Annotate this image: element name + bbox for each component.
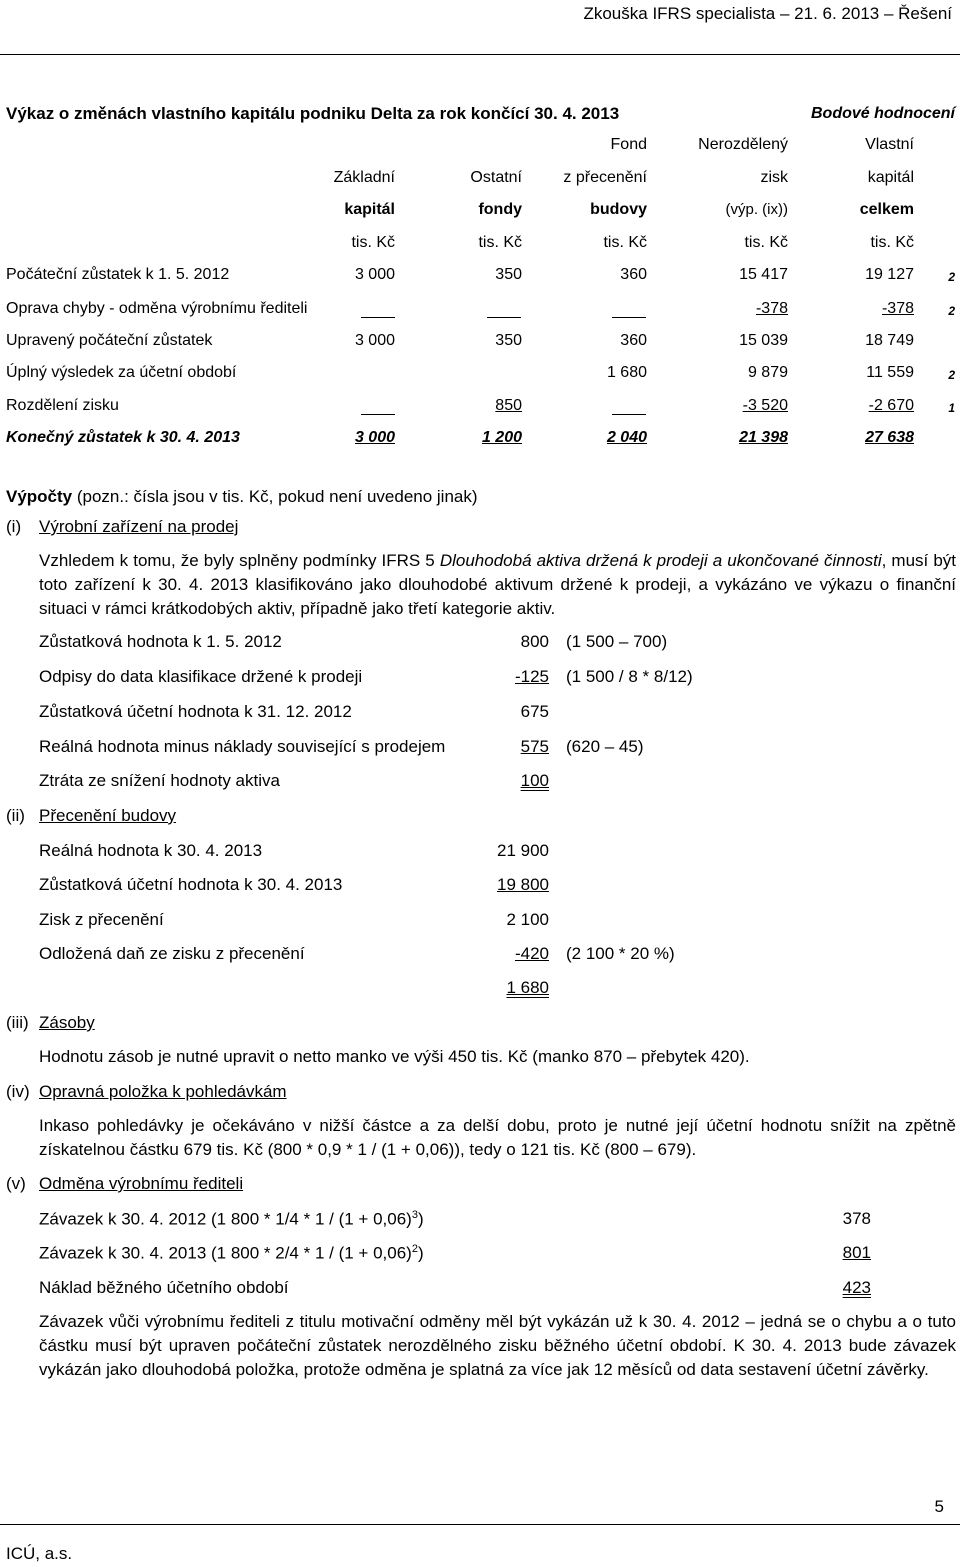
col5-header-3: tis. Kč bbox=[870, 234, 914, 251]
col5-header-0: Vlastní bbox=[865, 136, 914, 153]
cell-c1: 3 000 bbox=[354, 429, 395, 446]
points: 2 bbox=[948, 270, 955, 284]
cell-c1: 3 000 bbox=[354, 266, 395, 283]
blank-line bbox=[612, 317, 646, 318]
cell-c2: 1 200 bbox=[481, 429, 522, 446]
cell-c3: 360 bbox=[620, 266, 647, 283]
calc-label: Reálná hodnota minus náklady související s prodejem bbox=[39, 737, 446, 756]
calc-value: 100 bbox=[520, 771, 549, 790]
row-label: Konečný zůstatek k 30. 4. 2013 bbox=[6, 429, 240, 446]
calc-label: Odpisy do data klasifikace držené k prodeji bbox=[39, 667, 363, 686]
cell-c1: 3 000 bbox=[354, 332, 395, 349]
blank-line bbox=[361, 414, 395, 415]
col1-header-3: tis. Kč bbox=[351, 234, 395, 251]
col4-header-0: Nerozdělený bbox=[698, 136, 788, 153]
section-iv-paragraph: Inkaso pohledávky je očekáváno v nižší částce a za delší dobu, proto je nutné její účetní hodnotu snížit na zpětně získatelnou částku 679 tis. Kč (800 * 0,9 * 1 / (1 + 0,06)), tedy o 121 tis. Kč (800 – 679). bbox=[39, 1116, 956, 1159]
calc-value: 1 680 bbox=[506, 978, 549, 997]
calc-label: Ztráta ze snížení hodnoty aktiva bbox=[39, 771, 280, 790]
calc-note: (620 – 45) bbox=[566, 737, 644, 756]
calc-label: Odložená daň ze zisku z přecenění bbox=[39, 944, 305, 963]
cell-c3: 2 040 bbox=[606, 429, 647, 446]
cell-c5: -2 670 bbox=[868, 397, 914, 414]
cell-c3: 1 680 bbox=[606, 364, 647, 381]
footer-rule bbox=[0, 1524, 960, 1525]
cell-c5: 18 749 bbox=[865, 332, 914, 349]
calc-note: (2 100 * 20 %) bbox=[566, 944, 675, 963]
para-text: Vzhledem k tomu, že byly splněny podmínky IFRS 5 bbox=[39, 551, 440, 570]
cell-c5: 19 127 bbox=[865, 266, 914, 283]
blank-line bbox=[612, 414, 646, 415]
section-i-title: Výrobní zařízení na prodej bbox=[39, 517, 239, 536]
section-i-num: (i) bbox=[6, 517, 22, 536]
col3-header-3: tis. Kč bbox=[603, 234, 647, 251]
calc-label: Zůstatková hodnota k 1. 5. 2012 bbox=[39, 632, 282, 651]
cell-c4: 15 039 bbox=[739, 332, 788, 349]
col3-header-2: budovy bbox=[590, 201, 647, 218]
header-rule bbox=[0, 54, 960, 55]
blank-line bbox=[487, 317, 521, 318]
points: 2 bbox=[948, 368, 955, 382]
col2-header-1: Ostatní bbox=[470, 169, 522, 186]
col3-header-1: z přecenění bbox=[563, 169, 647, 186]
calc-value: 378 bbox=[842, 1209, 871, 1228]
section-v-num: (v) bbox=[6, 1174, 26, 1193]
calc-value: 21 900 bbox=[497, 841, 549, 860]
calc-heading bbox=[6, 487, 478, 507]
section-ii-num: (ii) bbox=[6, 806, 25, 825]
cell-c4: 9 879 bbox=[747, 364, 788, 381]
exponent: 3 bbox=[411, 1209, 418, 1221]
points: 1 bbox=[948, 401, 955, 415]
col2-header-2: fondy bbox=[478, 201, 522, 218]
cell-c4: -3 520 bbox=[742, 397, 788, 414]
section-iv-num: (iv) bbox=[6, 1082, 30, 1101]
calc-note: (1 500 / 8 * 8/12) bbox=[566, 667, 693, 686]
calc-value: 801 bbox=[842, 1243, 871, 1262]
col5-header-1: kapitál bbox=[867, 169, 914, 186]
col4-header-1: zisk bbox=[760, 169, 788, 186]
col2-header-3: tis. Kč bbox=[478, 234, 522, 251]
col4-header-3: tis. Kč bbox=[744, 234, 788, 251]
cell-c4: 21 398 bbox=[739, 429, 788, 446]
points: 2 bbox=[948, 304, 955, 318]
row-label: Rozdělení zisku bbox=[6, 397, 119, 414]
para-text: , musí být toto zařízení k 30. 4. 2013 klasifikováno jako dlouhodobé aktivum držené k prodeji, a vykázáno ve výkazu o finanční situaci v rámci krátkodobých aktiv, případně jako třetí kategorie aktiv. bbox=[39, 551, 957, 618]
calc-label: Náklad běžného účetního období bbox=[39, 1278, 289, 1297]
cell-c2: 850 bbox=[495, 397, 522, 414]
section-iii-num: (iii) bbox=[6, 1013, 29, 1032]
calc-value: 675 bbox=[520, 702, 549, 721]
row-label: Oprava chyby - odměna výrobnímu řediteli bbox=[6, 300, 308, 317]
page-number: 5 bbox=[934, 1497, 944, 1516]
calc-label-text: Závazek k 30. 4. 2013 (1 800 * 2/4 * 1 / (1 + 0,06) bbox=[39, 1243, 412, 1263]
rating-label: Bodové hodnocení bbox=[811, 105, 955, 122]
calc-label-text: Závazek k 30. 4. 2012 (1 800 * 1/4 * 1 / (1 + 0,06) bbox=[39, 1209, 412, 1229]
col1-header-2: kapitál bbox=[344, 201, 395, 218]
calc-value: 575 bbox=[520, 737, 549, 756]
blank-line bbox=[361, 317, 395, 318]
exponent: 2 bbox=[411, 1243, 418, 1255]
cell-c3: 360 bbox=[620, 332, 647, 349]
col5-header-2: celkem bbox=[859, 201, 914, 218]
section-v-paragraph: Závazek vůči výrobnímu řediteli z titulu motivační odměny měl být vykázán už k 30. 4. 2012 – jedná se o chybu a o tuto částku musí být upraven počáteční zůstatek nerozdělného zisku běžného účetní období. K 30. 4. 2013 bude závazek vykázán jako dlouhodobá položka, protože odměna je splatná za více jak 12 měsíců od data sestavení účetní závěrky. bbox=[39, 1312, 956, 1379]
col1-header-1: Základní bbox=[333, 169, 395, 186]
calc-label-text: ) bbox=[417, 1209, 424, 1229]
cell-c5: 27 638 bbox=[865, 429, 914, 446]
calc-label: Zůstatková účetní hodnota k 30. 4. 2013 bbox=[39, 875, 343, 894]
section-iii-paragraph: Hodnotu zásob je nutné upravit o netto manko ve výši 450 tis. Kč (manko 870 – přebytek 420). bbox=[39, 1047, 750, 1066]
cell-c4: 15 417 bbox=[739, 266, 788, 283]
col3-header-0: Fond bbox=[610, 136, 647, 153]
calc-label: Zisk z přecenění bbox=[39, 910, 164, 929]
calc-value: -420 bbox=[514, 944, 549, 963]
statement-title: Výkaz o změnách vlastního kapitálu podniku Delta za rok končící 30. 4. 2013 bbox=[6, 104, 620, 123]
calc-value: 2 100 bbox=[506, 910, 549, 929]
calc-value: -125 bbox=[514, 667, 549, 686]
calc-label bbox=[39, 1243, 424, 1264]
para-standard-name: Dlouhodobá aktiva držená k prodeji a ukončované činnosti bbox=[439, 551, 882, 570]
section-ii-title: Přecenění budovy bbox=[39, 806, 177, 825]
col4-header-2: (výp. (ix)) bbox=[725, 201, 788, 218]
calc-label: Zůstatková účetní hodnota k 31. 12. 2012 bbox=[39, 702, 352, 721]
row-label: Úplný výsledek za účetní období bbox=[6, 364, 237, 381]
row-label: Upravený počáteční zůstatek bbox=[6, 332, 213, 349]
calc-label bbox=[39, 1209, 424, 1230]
cell-c2: 350 bbox=[495, 332, 522, 349]
row-label: Počáteční zůstatek k 1. 5. 2012 bbox=[6, 266, 230, 283]
calc-value: 19 800 bbox=[497, 875, 549, 894]
calc-label: Reálná hodnota k 30. 4. 2013 bbox=[39, 841, 263, 860]
page-header: Zkouška IFRS specialista – 21. 6. 2013 – Řešení bbox=[583, 4, 952, 23]
calc-value: 800 bbox=[520, 632, 549, 651]
section-iv-title: Opravná položka k pohledávkám bbox=[39, 1082, 287, 1101]
section-i-paragraph bbox=[39, 549, 956, 621]
calc-heading-note: (pozn.: čísla jsou v tis. Kč, pokud není uvedeno jinak) bbox=[72, 487, 478, 506]
section-v-title: Odměna výrobnímu řediteli bbox=[39, 1174, 244, 1193]
footer-company: ICÚ, a.s. bbox=[6, 1544, 73, 1563]
cell-c5: 11 559 bbox=[866, 364, 914, 381]
calc-note: (1 500 – 700) bbox=[566, 632, 668, 651]
cell-c2: 350 bbox=[495, 266, 522, 283]
section-iii-title: Zásoby bbox=[39, 1013, 95, 1032]
calc-label-text: ) bbox=[417, 1243, 424, 1263]
cell-c5: -378 bbox=[881, 300, 914, 317]
cell-c4: -378 bbox=[755, 300, 788, 317]
calc-heading-label: Výpočty bbox=[6, 487, 73, 506]
calc-value: 423 bbox=[842, 1278, 871, 1297]
